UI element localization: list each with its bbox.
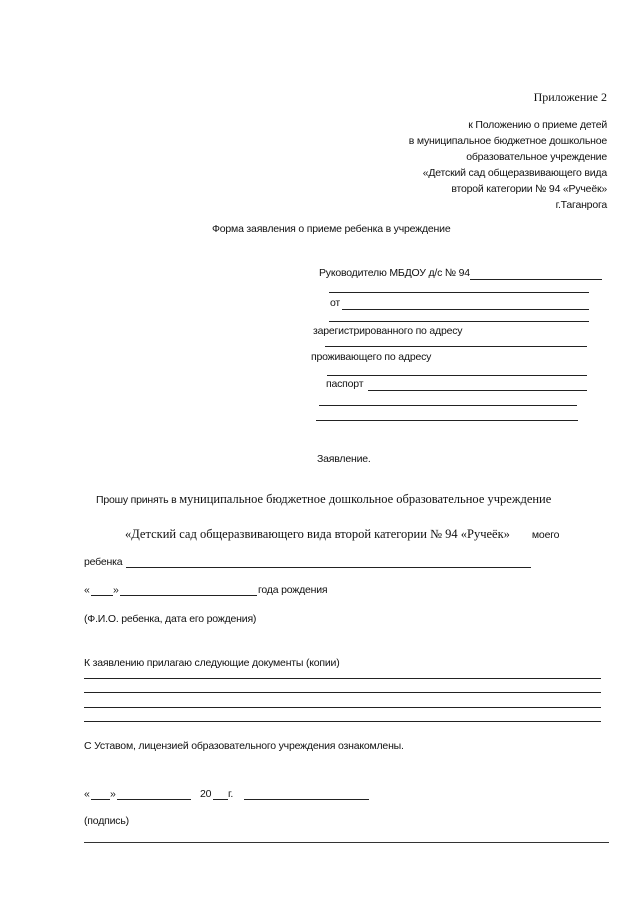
signature-blank[interactable]: [244, 799, 369, 800]
statement-heading: Заявление.: [317, 453, 371, 465]
year-suffix: г.: [228, 788, 234, 800]
date-year-blank[interactable]: [213, 799, 228, 800]
bottom-divider: [84, 842, 609, 843]
acknowledgement: С Уставом, лицензией образовательного учреждения ознакомлены.: [84, 740, 404, 752]
registered-label: зарегистрированного по адресу: [313, 325, 463, 337]
birth-open-quote: «: [84, 584, 90, 596]
appendix-line-3: образовательное учреждение: [466, 151, 607, 163]
p1-sans: Прошу принять в: [96, 494, 180, 506]
appendix-title: Приложение 2: [533, 90, 607, 104]
signature-label: (подпись): [84, 815, 129, 827]
passport-blank-1[interactable]: [368, 390, 587, 391]
documents-line-2[interactable]: [84, 692, 601, 693]
documents-line-4[interactable]: [84, 721, 601, 722]
addressee-blank-2[interactable]: [329, 321, 589, 322]
year-prefix: 20: [200, 788, 212, 800]
date-day-blank[interactable]: [91, 799, 110, 800]
appendix-line-4: «Детский сад общеразвивающего вида: [422, 167, 607, 179]
date-close-quote: »: [110, 788, 116, 800]
passport-blank-3[interactable]: [316, 420, 578, 421]
documents-intro: К заявлению прилагаю следующие документы (копии): [84, 657, 340, 669]
birth-month-blank[interactable]: [120, 595, 257, 596]
p1-serif: муниципальное бюджетное дошкольное образовательное учреждение: [179, 492, 552, 506]
registered-address-blank[interactable]: [325, 346, 587, 347]
child-name-blank[interactable]: [126, 567, 531, 568]
child-hint: (Ф.И.О. ребенка, дата его рождения): [84, 613, 257, 625]
birth-year-label: года рождения: [258, 584, 328, 596]
paragraph-line-1: [96, 492, 551, 507]
from-label: от: [330, 297, 341, 309]
addressee-head: Руководителю МБДОУ д/с № 94: [319, 267, 470, 279]
addressee-blank-1[interactable]: [329, 292, 589, 293]
appendix-line-1: к Положению о приеме детей: [468, 119, 607, 131]
appendix-line-2: в муниципальное бюджетное дошкольное: [408, 135, 607, 147]
p2-sans: моего: [531, 529, 560, 541]
date-month-blank[interactable]: [117, 799, 191, 800]
from-blank[interactable]: [342, 309, 589, 310]
birth-close-quote: »: [113, 584, 119, 596]
form-title: Форма заявления о приеме ребенка в учреждение: [212, 223, 451, 235]
documents-line-1[interactable]: [84, 678, 601, 679]
appendix-line-6: г.Таганрога: [555, 199, 607, 211]
passport-label: паспорт: [326, 378, 364, 390]
appendix-line-5: второй категории № 94 «Ручеёк»: [451, 183, 607, 195]
child-label: ребенка: [84, 556, 123, 568]
documents-line-3[interactable]: [84, 707, 601, 708]
living-address-blank[interactable]: [327, 375, 587, 376]
passport-blank-2[interactable]: [319, 405, 577, 406]
date-open-quote: «: [84, 788, 90, 800]
paragraph-line-2: [125, 527, 559, 542]
p2-serif: «Детский сад общеразвивающего вида второй категории № 94 «Ручеёк»: [125, 527, 510, 541]
living-label: проживающего по адресу: [311, 351, 432, 363]
birth-day-blank[interactable]: [91, 595, 113, 596]
head-blank[interactable]: [470, 279, 602, 280]
